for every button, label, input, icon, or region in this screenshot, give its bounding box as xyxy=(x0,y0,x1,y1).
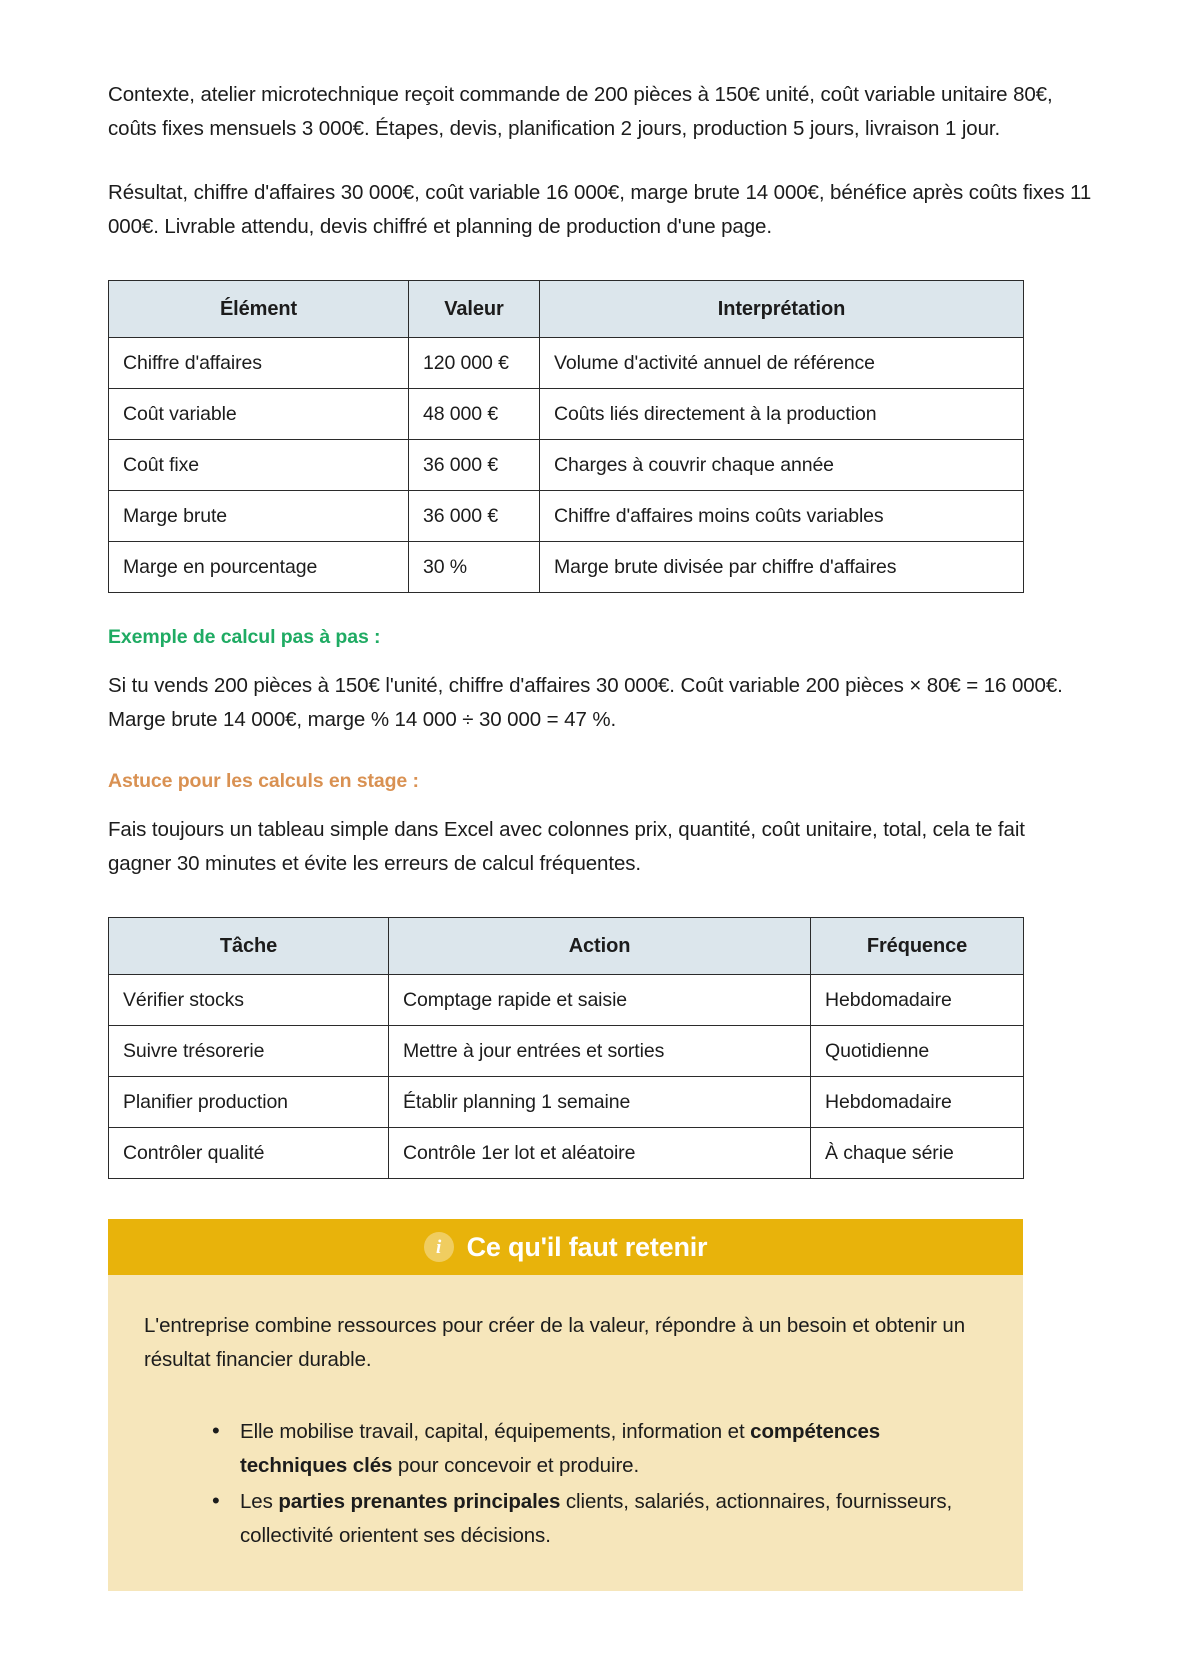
section-spacer xyxy=(108,593,1092,623)
intro-paragraph-2: Résultat, chiffre d'affaires 30 000€, coût variable 16 000€, marge brute 14 000€, bénéfice après coûts fixes 11 000€. Livrable attendu, devis chiffré et planning de production d'une page. xyxy=(108,181,1092,238)
tasks-header-action: Action xyxy=(389,918,811,975)
tasks-cell-task: Vérifier stocks xyxy=(109,975,389,1026)
tasks-cell-frequency: Hebdomadaire xyxy=(811,975,1024,1026)
bullet-text-part2: pour concevoir et produire. xyxy=(392,1454,640,1477)
bullet-text-part1: Les xyxy=(240,1490,279,1513)
finance-cell-interpretation: Volume d'activité annuel de référence xyxy=(540,338,1024,389)
heading-spacer xyxy=(108,651,1092,669)
paragraph-spacer xyxy=(108,146,1092,176)
finance-cell-value: 120 000 € xyxy=(409,338,540,389)
finance-cell-interpretation: Coûts liés directement à la production xyxy=(540,389,1024,440)
tasks-cell-frequency: Quotidienne xyxy=(811,1026,1024,1077)
table-row xyxy=(109,338,1024,389)
table-row xyxy=(109,1026,1024,1077)
section-spacer xyxy=(108,881,1092,917)
table-row xyxy=(109,975,1024,1026)
tasks-cell-action: Comptage rapide et saisie xyxy=(389,975,811,1026)
section-spacer xyxy=(108,244,1092,280)
callout-header xyxy=(108,1219,1023,1275)
tasks-cell-frequency: Hebdomadaire xyxy=(811,1077,1024,1128)
table-row xyxy=(109,542,1024,593)
finance-cell-value: 36 000 € xyxy=(409,491,540,542)
callout-body xyxy=(108,1275,1023,1591)
tasks-cell-task: Contrôler qualité xyxy=(109,1128,389,1179)
tip-heading: Astuce pour les calculs en stage : xyxy=(108,770,419,792)
section-spacer xyxy=(108,1179,1092,1219)
finance-cell-interpretation: Charges à couvrir chaque année xyxy=(540,440,1024,491)
tasks-cell-task: Suivre trésorerie xyxy=(109,1026,389,1077)
table-row xyxy=(109,389,1024,440)
table-row xyxy=(109,440,1024,491)
finance-header-value: Valeur xyxy=(409,281,540,338)
tasks-cell-action: Établir planning 1 semaine xyxy=(389,1077,811,1128)
callout-title: Ce qu'il faut retenir xyxy=(466,1231,708,1262)
info-icon: i xyxy=(424,1232,454,1262)
table-row xyxy=(109,1077,1024,1128)
finance-cell-element: Coût variable xyxy=(109,389,409,440)
section-spacer xyxy=(108,737,1092,767)
finance-cell-element: Chiffre d'affaires xyxy=(109,338,409,389)
tasks-cell-task: Planifier production xyxy=(109,1077,389,1128)
heading-spacer xyxy=(108,795,1092,813)
list-item xyxy=(240,1415,987,1483)
tasks-cell-action: Mettre à jour entrées et sorties xyxy=(389,1026,811,1077)
tasks-cell-frequency: À chaque série xyxy=(811,1128,1024,1179)
finance-header-interpretation: Interprétation xyxy=(540,281,1024,338)
example-heading: Exemple de calcul pas à pas : xyxy=(108,626,381,648)
key-takeaway-callout xyxy=(108,1219,1023,1591)
table-row xyxy=(109,1128,1024,1179)
list-item xyxy=(240,1485,987,1553)
finance-cell-interpretation: Marge brute divisée par chiffre d'affaires xyxy=(540,542,1024,593)
tasks-header-task: Tâche xyxy=(109,918,389,975)
finance-cell-element: Coût fixe xyxy=(109,440,409,491)
finance-cell-element: Marge en pourcentage xyxy=(109,542,409,593)
table-header-row xyxy=(109,281,1024,338)
finance-header-element: Élément xyxy=(109,281,409,338)
tasks-cell-action: Contrôle 1er lot et aléatoire xyxy=(389,1128,811,1179)
table-header-row xyxy=(109,918,1024,975)
table-row xyxy=(109,491,1024,542)
bullet-text-bold: parties prenantes principales xyxy=(278,1490,561,1513)
finance-cell-interpretation: Chiffre d'affaires moins coûts variables xyxy=(540,491,1024,542)
callout-bullet-list xyxy=(144,1415,987,1553)
finance-cell-value: 36 000 € xyxy=(409,440,540,491)
tip-text: Fais toujours un tableau simple dans Excel avec colonnes prix, quantité, coût unitaire, total, cela te fait gagner 30 minutes et évite les erreurs de calcul fréquentes. xyxy=(108,818,1025,875)
bullet-text-part2: clients, salariés, actionnaires, fournisseurs, collectivité orientent ses décisions. xyxy=(240,1490,953,1547)
finance-table xyxy=(108,280,1024,593)
finance-cell-element: Marge brute xyxy=(109,491,409,542)
tasks-table xyxy=(108,917,1024,1179)
bullet-text-bold: compétences techniques clés xyxy=(240,1420,881,1477)
finance-cell-value: 48 000 € xyxy=(409,389,540,440)
intro-paragraph-1: Contexte, atelier microtechnique reçoit commande de 200 pièces à 150€ unité, coût variable unitaire 80€, coûts fixes mensuels 3 000€. Étapes, devis, planification 2 jours, production 5 jours, livraison 1 jour. xyxy=(108,83,1053,140)
finance-cell-value: 30 % xyxy=(409,542,540,593)
tasks-header-frequency: Fréquence xyxy=(811,918,1024,975)
bullet-text-part1: Elle mobilise travail, capital, équipements, information et xyxy=(240,1420,751,1443)
example-text: Si tu vends 200 pièces à 150€ l'unité, chiffre d'affaires 30 000€. Coût variable 200 pièces × 80€ = 16 000€. Marge brute 14 000€, marge % 14 000 ÷ 30 000 = 47 %. xyxy=(108,674,1063,731)
callout-lead-text: L'entreprise combine ressources pour créer de la valeur, répondre à un besoin et obtenir un résultat financier durable. xyxy=(144,1314,966,1371)
